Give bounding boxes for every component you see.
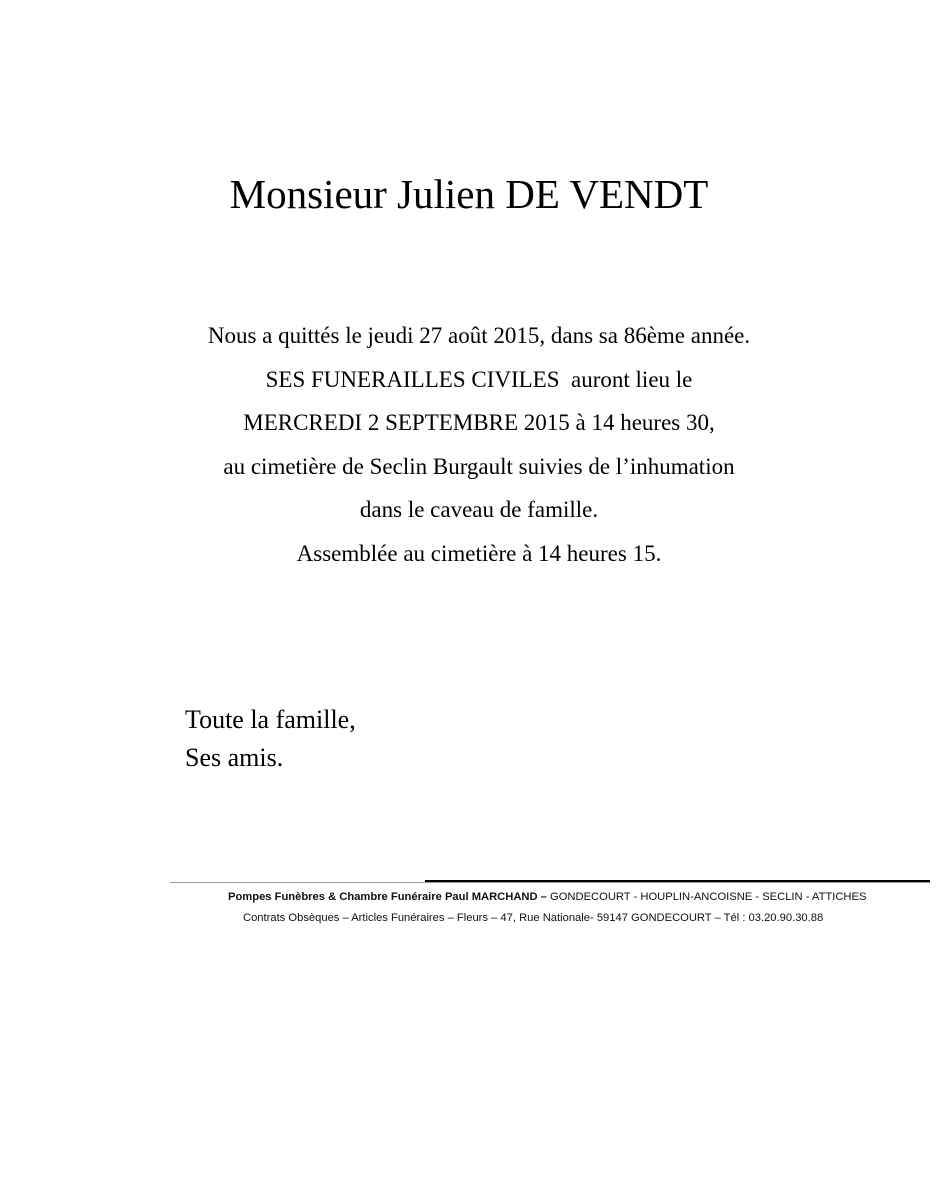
footer-divider-thick [425, 880, 930, 882]
footer-contact-line: Contrats Obsèques – Articles Funéraires – Fleurs – 47, Rue Nationale- 59147 GONDECOURT – Tél : 03.20.90.30.88 [243, 912, 824, 924]
signature-line: Toute la famille, [185, 705, 356, 734]
announcement-line: Assemblée au cimetière à 14 heures 15. [296, 540, 662, 566]
footer-company-name: Pompes Funèbres & Chambre Funéraire Paul MARCHAND – [228, 891, 547, 903]
footer-company-line [228, 891, 947, 903]
announcement-line: Nous a quittés le jeudi 27 août 2015, dans sa 86ème année. [207, 323, 751, 348]
announcement-line: MERCREDI 2 SEPTEMBRE 2015 à 14 heures 30, [243, 410, 715, 435]
announcement-line: au cimetière de Seclin Burgault suivies de l’inhumation [223, 453, 735, 479]
deceased-name-title: Monsieur Julien DE VENDT [229, 171, 709, 217]
announcement-text [0, 314, 947, 575]
announcement-line: dans le caveau de famille. [359, 497, 599, 522]
family-signature [185, 701, 356, 777]
footer-divider-thin [170, 882, 930, 883]
footer-locations: GONDECOURT - HOUPLIN-ANCOISNE - SECLIN - ATTICHES [546, 891, 867, 903]
signature-line: Ses amis. [185, 743, 284, 772]
announcement-line: SES FUNERAILLES CIVILES auront lieu le [265, 366, 693, 392]
